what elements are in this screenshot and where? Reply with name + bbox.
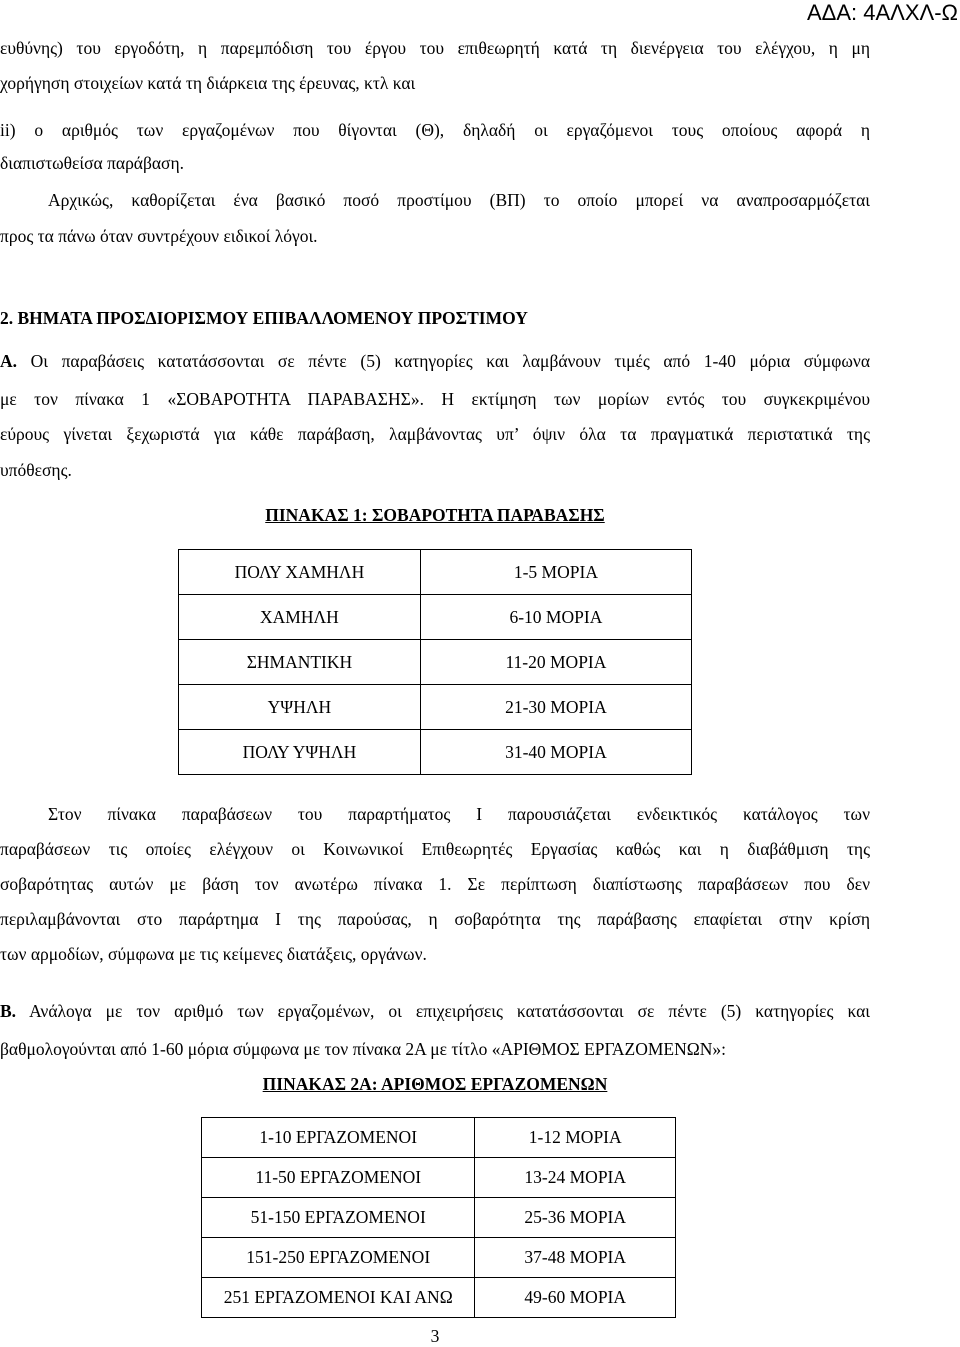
section-a-line-4: υπόθεσης. (0, 460, 72, 480)
intro-line-2: χορήγηση στοιχείων κατά τη διάρκεια της έρευνας, κτλ και (0, 73, 416, 93)
employees-row (202, 1158, 676, 1198)
after-table-1-line-3: σοβαρότητας αυτών με βάση τον ανωτέρω πίνακα 1. Σε περίπτωση διαπίστωσης παραβάσεων που δεν (0, 874, 870, 894)
section-a-text-1: Οι παραβάσεις κατατάσσονται σε πέντε (5) κατηγορίες και λαμβάνουν τιμές από 1-40 μόρια σύμφωνα (17, 351, 870, 371)
severity-row-level-cell: ΥΨΗΛΗ (179, 685, 421, 730)
ada-code: ΑΔΑ: 4ΑΛΧΛ-Ω (806, 0, 958, 25)
section-b-marker: Β. (0, 1001, 17, 1021)
employees-row-points-cell: 1-12 ΜΟΡΙΑ (475, 1118, 676, 1158)
section-a-line-2: με τον πίνακα 1 «ΣΟΒΑΡΟΤΗΤΑ ΠΑΡΑΒΑΣΗΣ». Η εκτίμηση των μορίων εντός του συγκεκριμένου (0, 389, 870, 409)
employees-row-points-cell: 25-36 ΜΟΡΙΑ (475, 1198, 676, 1238)
page-number: 3 (430, 1326, 440, 1346)
severity-row-points-cell: 1-5 ΜΟΡΙΑ (420, 550, 691, 595)
intro-line-3: ii) ο αριθμός των εργαζομένων που θίγονται (Θ), δηλαδή οι εργαζόμενοι τους οποίους αφορά η (0, 120, 870, 140)
severity-row (179, 730, 692, 775)
severity-row (179, 685, 692, 730)
employees-row-employees-cell: 11-50 ΕΡΓΑΖΟΜΕΝΟΙ (202, 1158, 475, 1198)
employees-row (202, 1198, 676, 1238)
after-table-1-line-5: των αρμοδίων, σύμφωνα με τις κείμενες διατάξεις, οργάνων. (0, 944, 427, 964)
severity-row (179, 640, 692, 685)
section-b-line-1 (0, 1000, 870, 1022)
section-b-line-2: βαθμολογούνται από 1-60 μόρια σύμφωνα με τον πίνακα 2Α με τίτλο «ΑΡΙΘΜΟΣ ΕΡΓΑΖΟΜΕΝΩΝ»: (0, 1039, 727, 1059)
employees-table (201, 1117, 676, 1318)
section-a-marker: Α. (0, 351, 18, 371)
after-table-1-line-2: παραβάσεων τις οποίες ελέγχουν οι Κοινωνικοί Επιθεωρητές Εργασίας καθώς και η διαβάθμιση της (0, 839, 870, 859)
severity-row-points-cell: 21-30 ΜΟΡΙΑ (420, 685, 691, 730)
intro-line-6: προς τα πάνω όταν συντρέχουν ειδικοί λόγοι. (0, 226, 318, 246)
section-a-line-1 (0, 350, 870, 372)
employees-row-points-cell: 49-60 ΜΟΡΙΑ (475, 1278, 676, 1318)
employees-row (202, 1238, 676, 1278)
intro-line-5: Αρχικώς, καθορίζεται ένα βασικό ποσό προστίμου (ΒΠ) το οποίο μπορεί να αναπροσαρμόζεται (48, 190, 870, 210)
severity-row-points-cell: 6-10 ΜΟΡΙΑ (420, 595, 691, 640)
after-table-1-line-1: Στον πίνακα παραβάσεων του παραρτήματος Ι παρουσιάζεται ενδεικτικός κατάλογος των (48, 804, 870, 824)
severity-row-level-cell: ΠΟΛΥ ΧΑΜΗΛΗ (179, 550, 421, 595)
section-2-title: 2. ΒΗΜΑΤΑ ΠΡΟΣΔΙΟΡΙΣΜΟΥ ΕΠΙΒΑΛΛΟΜΕΝΟΥ ΠΡΟΣΤΙΜΟΥ (0, 308, 528, 328)
intro-line-1: ευθύνης) του εργοδότη, η παρεμπόδιση του έργου του επιθεωρητή κατά τη διενέργεια του ελέγχου, η μη (0, 38, 870, 58)
severity-table (178, 549, 692, 775)
severity-row-level-cell: ΠΟΛΥ ΥΨΗΛΗ (179, 730, 421, 775)
section-a-line-3: εύρους γίνεται ξεχωριστά για κάθε παράβαση, λαμβάνοντας υπ’ όψιν όλα τα πραγματικά περιστατικά της (0, 424, 870, 444)
employees-row-points-cell: 13-24 ΜΟΡΙΑ (475, 1158, 676, 1198)
severity-row-level-cell: ΣΗΜΑΝΤΙΚΗ (179, 640, 421, 685)
employees-row-points-cell: 37-48 ΜΟΡΙΑ (475, 1238, 676, 1278)
employees-row-employees-cell: 1-10 ΕΡΓΑΖΟΜΕΝΟΙ (202, 1118, 475, 1158)
severity-row-level-cell: ΧΑΜΗΛΗ (179, 595, 421, 640)
severity-row-points-cell: 11-20 ΜΟΡΙΑ (420, 640, 691, 685)
employees-row (202, 1118, 676, 1158)
severity-row (179, 595, 692, 640)
intro-line-4: διαπιστωθείσα παράβαση. (0, 153, 185, 173)
table-2a-title: ΠΙΝΑΚΑΣ 2Α: ΑΡΙΘΜΟΣ ΕΡΓΑΖΟΜΕΝΩΝ (262, 1074, 608, 1094)
employees-row-employees-cell: 51-150 ΕΡΓΑΖΟΜΕΝΟΙ (202, 1198, 475, 1238)
severity-row-points-cell: 31-40 ΜΟΡΙΑ (420, 730, 691, 775)
after-table-1-line-4: περιλαμβάνονται στο παράρτημα Ι της παρούσας, η σοβαρότητα της παράβασης επαφίεται στην κρίση (0, 909, 870, 929)
section-b-text-1: Ανάλογα με τον αριθμό των εργαζομένων, οι επιχειρήσεις κατατάσσονται σε πέντε (5) κατηγορίες και (16, 1001, 870, 1021)
employees-row (202, 1278, 676, 1318)
employees-row-employees-cell: 251 ΕΡΓΑΖΟΜΕΝΟΙ ΚΑΙ ΑΝΩ (202, 1278, 475, 1318)
employees-row-employees-cell: 151-250 ΕΡΓΑΖΟΜΕΝΟΙ (202, 1238, 475, 1278)
table-1-title: ΠΙΝΑΚΑΣ 1: ΣΟΒΑΡΟΤΗΤΑ ΠΑΡΑΒΑΣΗΣ (265, 505, 605, 525)
severity-row (179, 550, 692, 595)
